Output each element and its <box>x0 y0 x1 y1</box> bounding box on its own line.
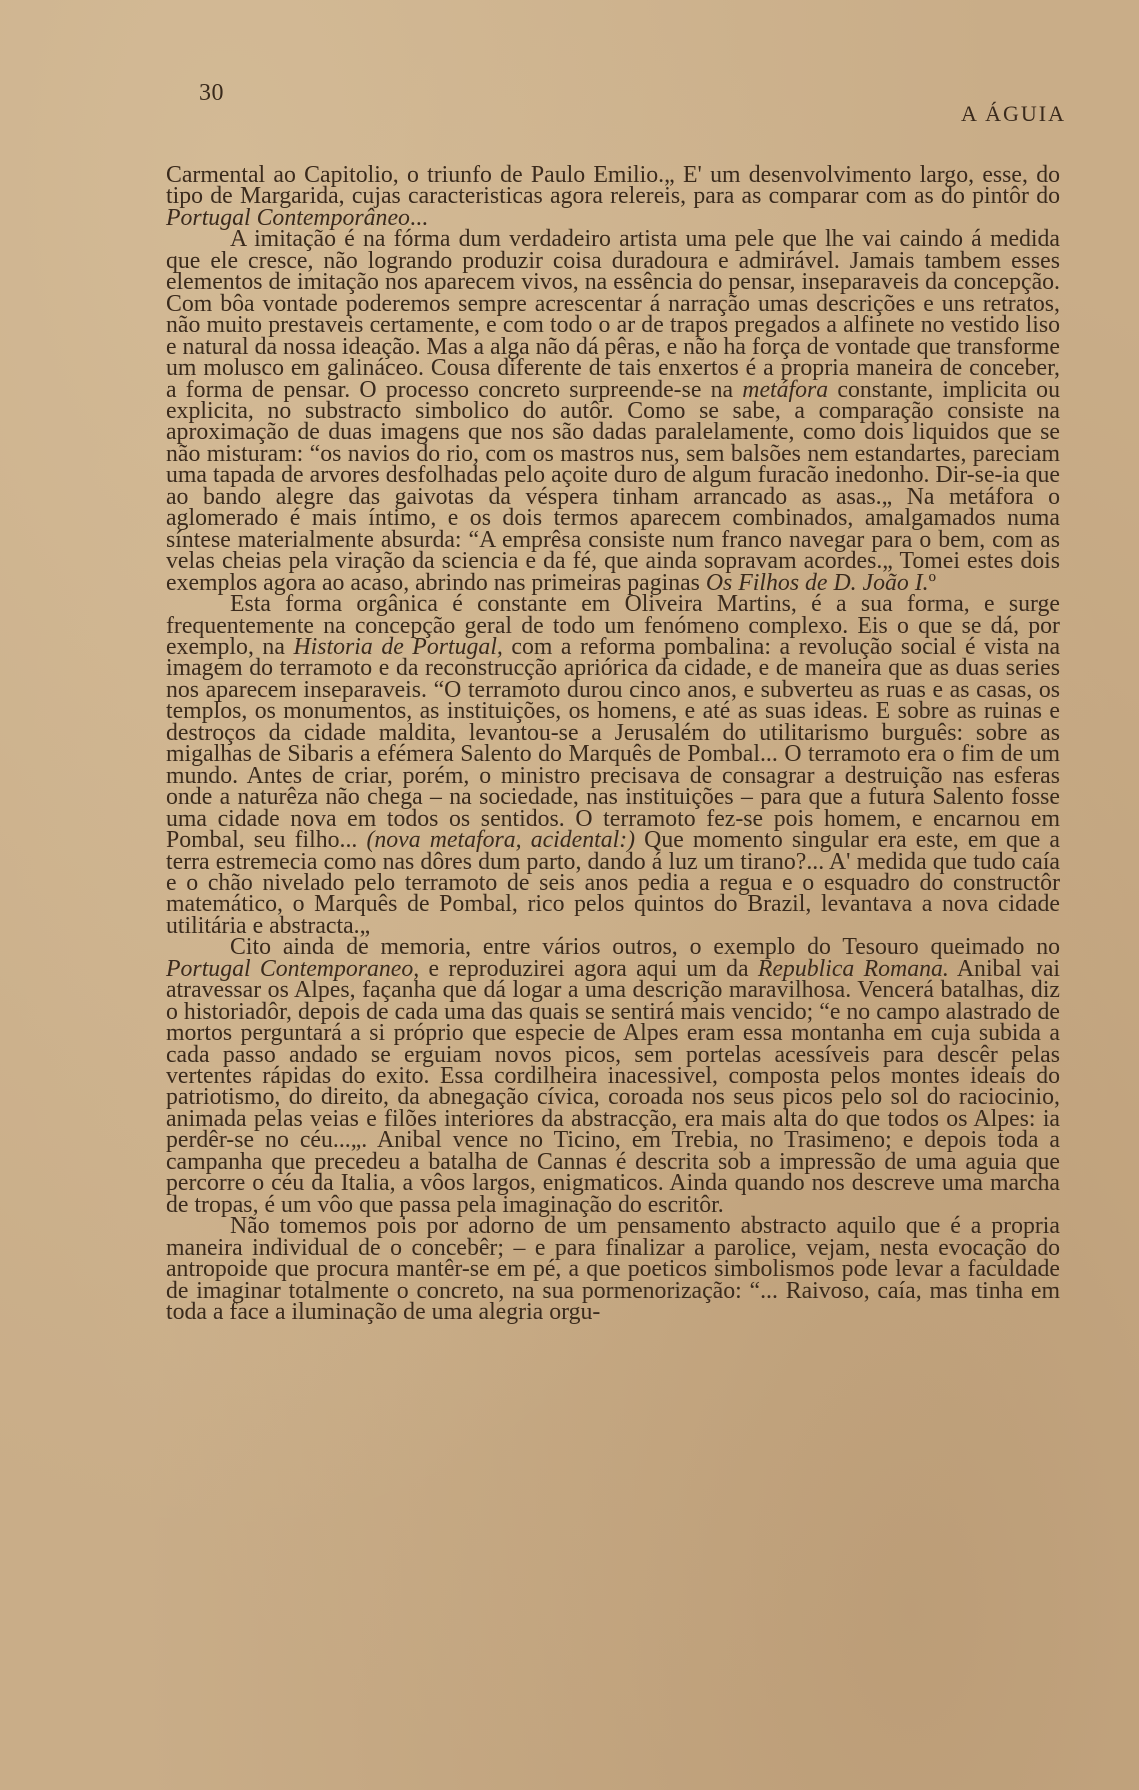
italic-text-span: Republica Romana. <box>757 955 949 982</box>
text-span: Que momento singular era este, em que a terra estremecia como nas dôres dum parto, dando á luz um tirano?... A' medida que tudo caía e o chão nivelado pelo terramoto de seis anos pedia a regua e o esquadro do constructôr matemático, o Marquês de Pombal, rico pelos quintos do Brazil, levantava a nova cidade utilitária e abstracta.„ <box>166 827 1060 939</box>
text-span: com a reforma pombalina: a revolução social é vista na imagem do terramoto e da reconstrucção apriórica da cidade, e de maneira que as duas series nos aparecem inseparaveis. “O terramoto durou cinco anos, e subverteu as ruas e as casas, os templos, os monumentos, as instituições, os homens, e até as suas ideas. E sobre as ruinas e destroços da cidade maldita, levantou-se a Jerusalém do utilitarismo burguês: sobre as migalhas de Sibaris a efémera Salento do Marquês de Pombal... O terramoto era o fim de um mundo. Antes de criar, porém, o ministro precisava de consagrar a destruição nas esferas onde a naturêza não chega – na sociedade, nas instituições – para que a futura Salento fosse uma cidade nova em todos os sentidos. O terramoto fez-se pois homem, e encarnou em Pombal, seu filho... <box>166 633 1061 854</box>
text-span: Não tomemos pois por adorno de um pensamento abstracto aquilo que é a propria maneira individual de o concebêr; – e para finalizar a parolice, vejam, nesta evocação do antropoide que procura mantêr-se em pé, a que poeticos simbolismos pode levar a faculdade de imaginar totalmente o concreto, na sua pormenorização: “... Raivoso, caía, mas tinha em toda a face a iluminação de uma alegria orgu- <box>166 1213 1060 1326</box>
text-span: constante, implicita ou explicita, no substracto simbolico do autôr. Como se sabe, a comparação consiste na aproximação de duas imagens que nos são dadas paralelamente, como dois liquidos que se não misturam: “os navios do rio, com os mastros nus, sem balsões nem estandartes, pareciam uma tapada de arvores desfolhadas pelo açoite duro de algum furacão inedonho. Dir-se-ia que ao bando alegre das gaivotas da véspera tinham arrancado as asas.„ Na metáfora o aglomerado é mais íntimo, e os dois termos aparecem combinados, amalgamados numa síntese materialmente absurda: “A emprêsa consiste num franco navegar para o bem, com as velas cheias pela viração da sciencia e da fé, que ainda sopravam acordes.„ Tomei estes dois exemplos agora ao acaso, abrindo nas primeiras paginas <box>166 376 1060 596</box>
italic-text-span: Os Filhos de D. João I. <box>705 569 929 596</box>
paragraph <box>166 591 1061 939</box>
text-span: Esta forma orgânica é constante em Oliveira Martins, é a sua forma, e surge frequentemente na concepção geral de todo um fenómeno complexo. Eis o que se dá, por exemplo, na <box>166 591 1060 660</box>
paragraph <box>166 226 1060 596</box>
text-span: Carmental ao Capitolio, o triunfo de Paulo Emilio.„ E' um desenvolvimento largo, esse, do tipo de Margarida, cujas caracteristicas agora relereis, para as comparar com as do pintôr do <box>166 162 1060 210</box>
running-header-title: A ÁGUIA <box>960 101 1066 126</box>
text-span: Cito ainda de memoria, entre vários outros, o exemplo do Tesouro queimado no <box>230 934 1060 961</box>
italic-text-span: metáfora <box>742 376 829 403</box>
italic-text-span: (nova metafora, acidental:) <box>366 827 636 854</box>
italic-text-span: Portugal Contemporaneo, <box>166 955 420 982</box>
text-span: A imitação é na fórma dum verdadeiro artista uma pele que lhe vai caindo á medida que ele cresce, não logrando produzir coisa duradoura e admirável. Jamais tambem esses elementos de imitação nos aparecem vivos, na essência do pensar, inseparaveis da concepção. Com bôa vontade poderemos sempre acrescentar á narração umas descrições e uns retratos, não muito prestaveis certamente, e com todo o ar de trapos pregados a alfinete no vestido liso e natural da nossa ideação. Mas a alga não dá pêras, e não ha força de vontade que transforme um molusco em galináceo. Cousa diferente de tais enxertos é a propria maneira de conceber, a forma de pensar. O processo concreto surpreende-se na <box>166 226 1060 403</box>
paragraph <box>166 1213 1060 1326</box>
body-text <box>166 162 1061 1326</box>
text-span: e reproduzirei agora aqui um da <box>419 955 758 982</box>
text-span: Anibal vai atravessar os Alpes, façanha que dá logar a uma descrição maravilhosa. Vencerá batalhas, diz o historiadôr, depois de cada uma das quais se sentirá mais vencido; “e no campo alastrado de mortos perguntará a si próprio que especie de Alpes eram essa montanha em cuja subida a cada passo andado se erguiam novos picos, sem portelas acessíveis para descêr pelas vertentes rápidas do exito. Essa cordilheira inacessivel, composta pelos montes ideais do patriotismo, do direito, da abnegação cívica, coroada nos seus picos pelo sol do raciocinio, animada pelas veias e filões interiores da abstracção, era mais alta do que todos os Alpes: ia perdêr-se no céu...„. Anibal vence no Ticino, em Trebia, no Trasimeno; e depois toda a campanha que precedeu a batalha de Cannas é descrita sob a impressão de uma aguia que percorre o céu da Italia, a vôos largos, enigmaticos. Ainda quando nos descreve uma marcha de tropas, é um vôo que passa pela imaginação do escritôr. <box>166 955 1060 1218</box>
italic-text-span: Historia de Portugal, <box>293 633 503 660</box>
page-number: 30 <box>199 80 224 106</box>
paragraph <box>166 162 1060 231</box>
paragraph <box>166 934 1060 1218</box>
text-span: ... <box>409 204 428 231</box>
text-span: º <box>928 569 937 596</box>
italic-text-span: Portugal Contemporâneo <box>166 204 410 231</box>
